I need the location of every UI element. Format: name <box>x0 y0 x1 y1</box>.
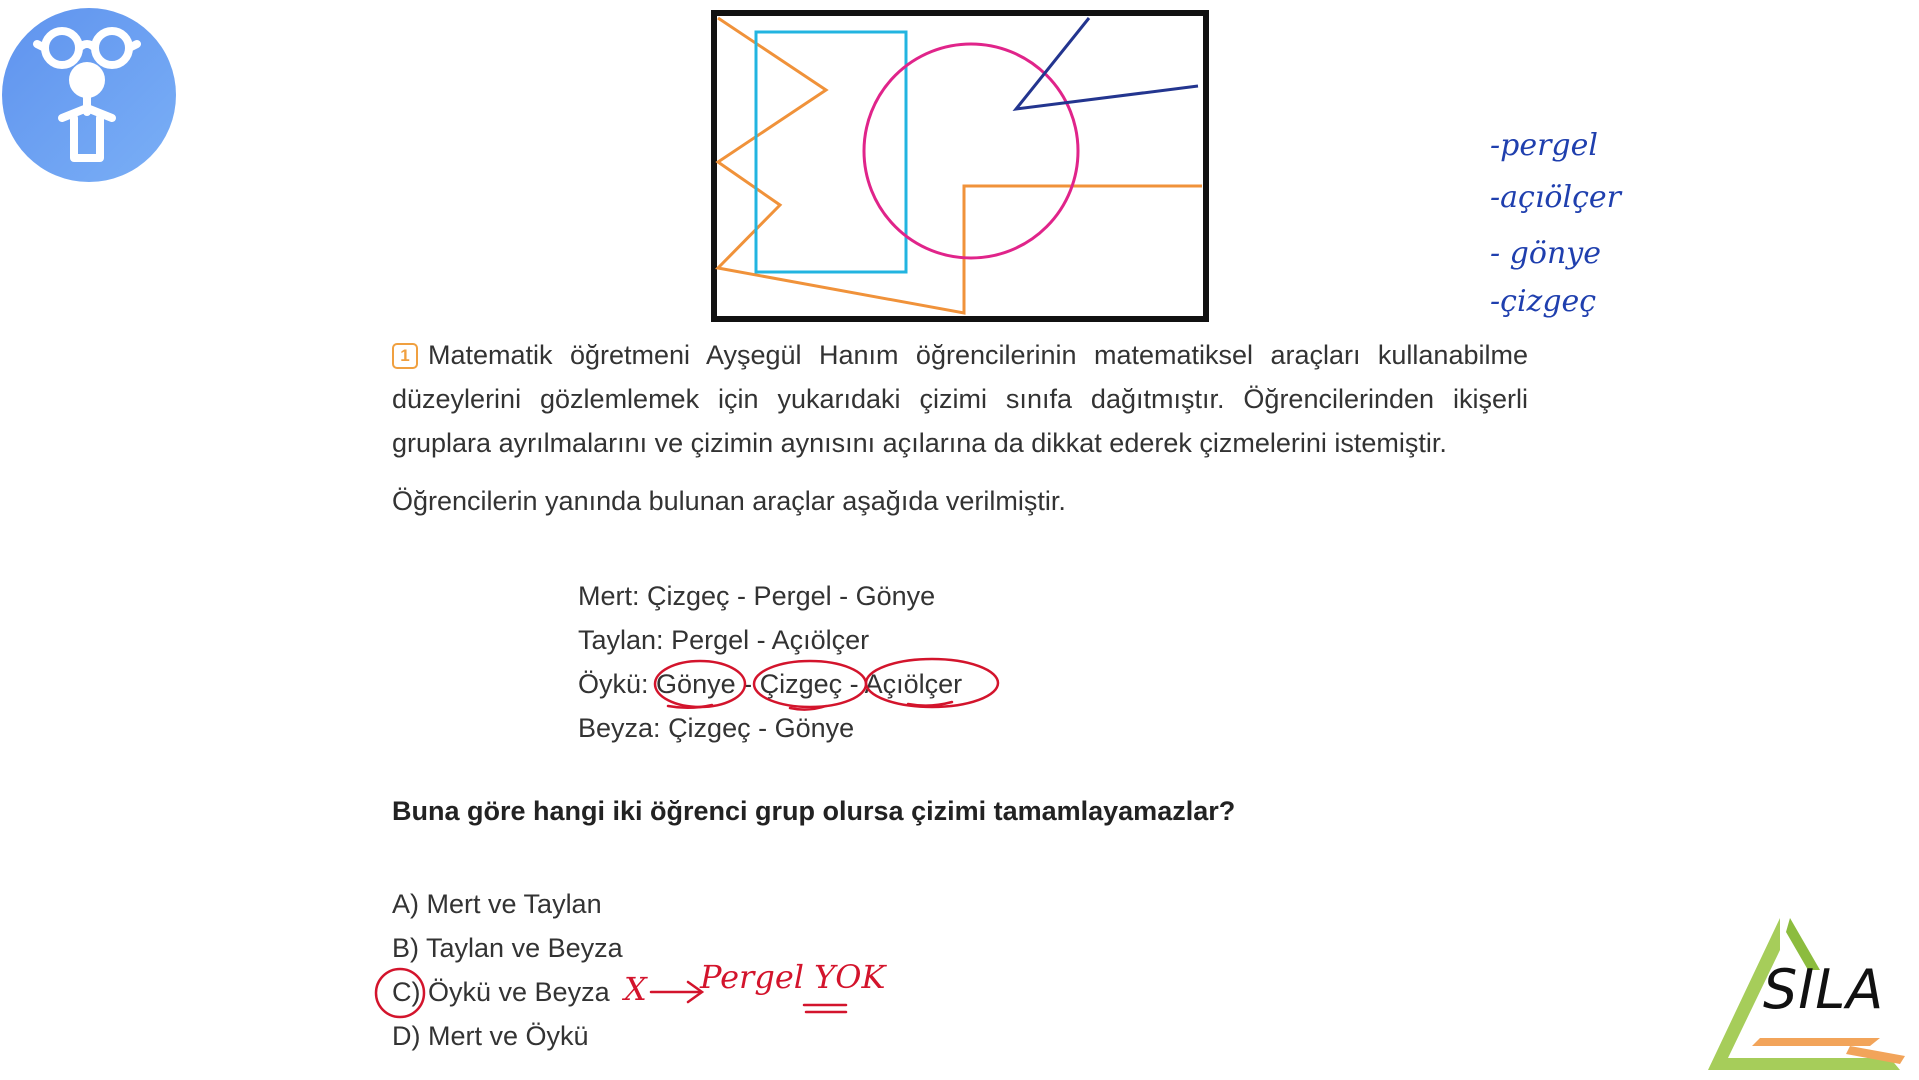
tools-intro-text: Öğrencilerin yanında bulunan araçlar aşağıda verilmiştir. <box>392 486 1066 516</box>
handwritten-note: - gönye <box>1490 236 1601 271</box>
question-number-badge: 1 <box>392 343 418 369</box>
answer-option-a[interactable] <box>392 884 602 924</box>
option-text: Taylan ve Beyza <box>426 933 623 963</box>
student-name: Taylan: <box>578 625 664 655</box>
cross-mark: X <box>624 970 647 1008</box>
option-letter: B) <box>392 933 419 963</box>
geometry-figure <box>710 10 1210 324</box>
student-line <box>578 664 962 704</box>
student-name: Mert: <box>578 581 640 611</box>
handwritten-note: -pergel <box>1490 128 1598 163</box>
answer-option-b[interactable] <box>392 928 623 968</box>
logo-text: SILA <box>1763 958 1885 1021</box>
student-line <box>578 708 854 748</box>
student-tools: Gönye - Çizgeç - Açıölçer <box>656 669 963 699</box>
answer-note: Pergel YOK <box>700 958 886 996</box>
question-paragraph <box>392 333 1528 465</box>
option-letter: D) <box>392 1021 421 1051</box>
handwritten-note: -çizgeç <box>1490 284 1597 319</box>
question-text: Matematik öğretmeni Ayşegül Hanım öğrencilerinin matematiksel araçları kullanabilme düzeylerini gözlemlemek için yukarıdaki çizimi sınıfa dağıtmıştır. Öğrencilerinden ikişerli gruplara ayrılmalarını ve çizimin aynısını açılarına da dikkat ederek çizmelerini istemiştir. <box>392 340 1528 458</box>
student-line <box>578 576 935 616</box>
option-text: Öykü ve Beyza <box>428 977 610 1007</box>
student-line <box>578 620 869 660</box>
brand-logo <box>2 8 176 182</box>
option-letter: A) <box>392 889 419 919</box>
student-name: Beyza: <box>578 713 661 743</box>
student-tools: Çizgeç - Pergel - Gönye <box>647 581 936 611</box>
option-letter: C) <box>392 977 421 1007</box>
student-glasses-icon <box>2 8 176 182</box>
question-prompt: Buna göre hangi iki öğrenci grup olursa çizimi tamamlayamazlar? <box>392 796 1236 826</box>
option-text: Mert ve Öykü <box>428 1021 589 1051</box>
option-text: Mert ve Taylan <box>426 889 602 919</box>
student-name: Öykü: <box>578 669 649 699</box>
handwritten-note: -açıölçer <box>1490 180 1621 215</box>
answer-option-d[interactable] <box>392 1016 589 1056</box>
answer-option-c[interactable] <box>392 972 610 1012</box>
student-tools: Pergel - Açıölçer <box>671 625 870 655</box>
student-tools: Çizgeç - Gönye <box>668 713 855 743</box>
logo-stripe <box>1752 1038 1880 1046</box>
